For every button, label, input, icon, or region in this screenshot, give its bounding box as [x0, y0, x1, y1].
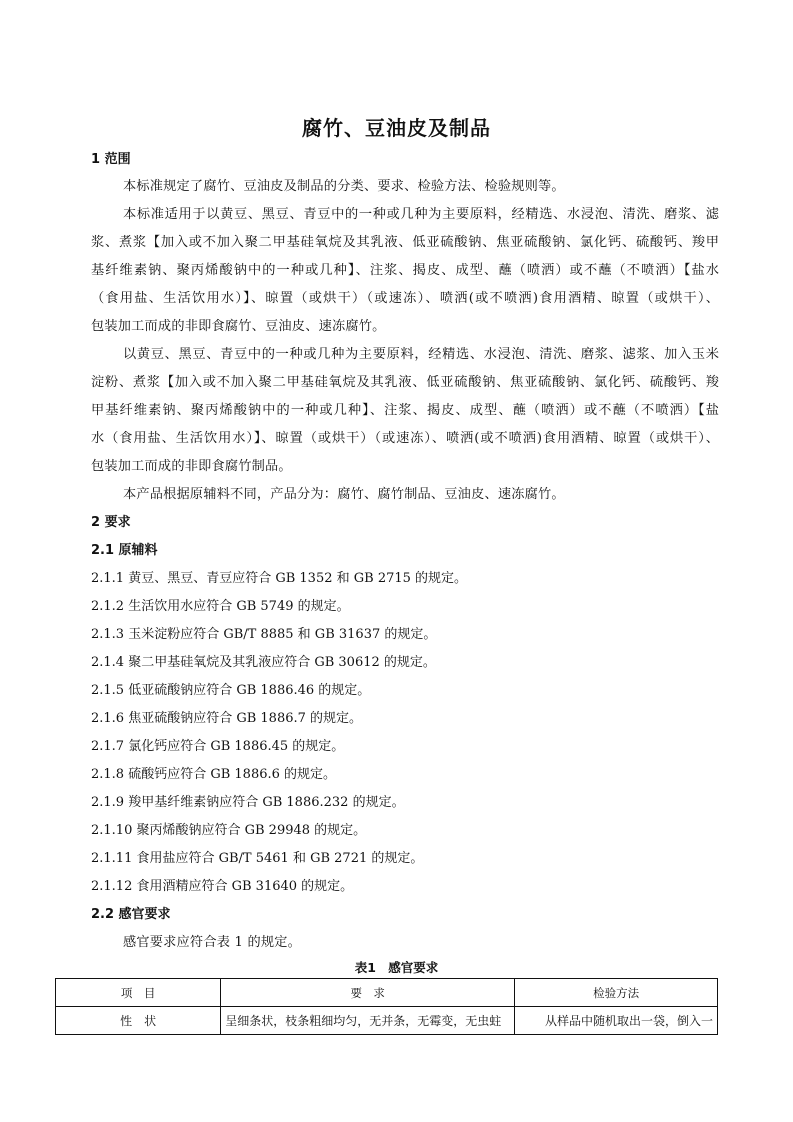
requirement-item: 2.1.11 食用盐应符合 GB/T 5461 和 GB 2721 的规定。 [91, 851, 424, 866]
scope-paragraph-4: 本产品根据原辅料不同，产品分为：腐竹、腐竹制品、豆油皮、速冻腐竹。 [123, 487, 565, 502]
table-row [56, 1007, 718, 1035]
table-header-cell: 项 目 [56, 979, 221, 1007]
requirement-item: 2.1.2 生活饮用水应符合 GB 5749 的规定。 [91, 599, 350, 614]
scope-paragraph-3-line-3: 甲基纤维素钠、聚丙烯酸钠中的一种或几种】、注浆、揭皮、成型、蘸（喷洒）或不蘸（不喷洒）【盐 [91, 403, 719, 418]
requirement-item: 2.1.8 硫酸钙应符合 GB 1886.6 的规定。 [91, 767, 337, 782]
page-title: 腐竹、豆油皮及制品 [302, 116, 491, 140]
section-2-heading: 2 要求 [91, 515, 131, 530]
section-2-2-heading: 2.2 感官要求 [91, 907, 171, 922]
table-header-row [56, 979, 718, 1007]
requirement-item: 2.1.5 低亚硫酸钠应符合 GB 1886.46 的规定。 [91, 683, 371, 698]
requirement-item: 2.1.9 羧甲基纤维素钠应符合 GB 1886.232 的规定。 [91, 795, 405, 810]
scope-paragraph-3-line-5: 包装加工而成的非即食腐竹制品。 [91, 459, 292, 474]
scope-paragraph-3-line-2: 淀粉、煮浆【加入或不加入聚二甲基硅氧烷及其乳液、低亚硫酸钠、焦亚硫酸钠、氯化钙、硫酸钙、羧 [91, 375, 719, 390]
table-cell: 呈细条状，枝条粗细均匀，无并条，无霉变，无虫蛀 [221, 1007, 515, 1035]
table-cell: 性 状 [56, 1007, 221, 1035]
table-caption: 表1 感官要求 [354, 960, 439, 975]
table-header-cell: 检验方法 [515, 979, 718, 1007]
requirement-item: 2.1.1 黄豆、黑豆、青豆应符合 GB 1352 和 GB 2715 的规定。 [91, 571, 468, 586]
scope-paragraph-2-line-2: 浆、煮浆【加入或不加入聚二甲基硅氧烷及其乳液、低亚硫酸钠、焦亚硫酸钠、氯化钙、硫酸钙、羧甲 [91, 235, 719, 250]
requirement-item: 2.1.7 氯化钙应符合 GB 1886.45 的规定。 [91, 739, 345, 754]
scope-paragraph-2-line-5: 包装加工而成的非即食腐竹、豆油皮、速冻腐竹。 [91, 319, 386, 334]
scope-paragraph-2-line-1: 本标准适用于以黄豆、黑豆、青豆中的一种或几种为主要原料，经精选、水浸泡、清洗、磨浆、滤 [123, 207, 719, 222]
scope-paragraph-3-line-1: 以黄豆、黑豆、青豆中的一种或几种为主要原料，经精选、水浸泡、清洗、磨浆、滤浆、加入玉米 [123, 347, 719, 362]
requirement-item: 2.1.4 聚二甲基硅氧烷及其乳液应符合 GB 30612 的规定。 [91, 655, 436, 670]
requirement-item: 2.1.10 聚丙烯酸钠应符合 GB 29948 的规定。 [91, 823, 367, 838]
scope-paragraph-3-line-4: 水（食用盐、生活饮用水）】、晾置（或烘干）（或速冻）、喷洒(或不喷洒)食用酒精、晾置（或烘干）、 [91, 431, 719, 446]
scope-paragraph-1: 本标准规定了腐竹、豆油皮及制品的分类、要求、检验方法、检验规则等。 [123, 179, 565, 194]
scope-paragraph-2-line-4: （食用盐、生活饮用水）】、晾置（或烘干）（或速冻）、喷洒(或不喷洒)食用酒精、晾置（或烘干）、 [91, 291, 719, 306]
requirement-item: 2.1.6 焦亚硫酸钠应符合 GB 1886.7 的规定。 [91, 711, 363, 726]
section-1-heading: 1 范围 [91, 152, 131, 167]
table-cell: 从样品中随机取出一袋，倒入一 [515, 1007, 718, 1035]
scope-paragraph-2-line-3: 基纤维素钠、聚丙烯酸钠中的一种或几种】、注浆、揭皮、成型、蘸（喷洒）或不蘸（不喷洒）【盐水 [91, 263, 719, 278]
table-header-cell: 要 求 [221, 979, 515, 1007]
sensory-paragraph: 感官要求应符合表 1 的规定。 [123, 935, 302, 950]
sensory-requirements-table [55, 978, 718, 1035]
requirement-item: 2.1.3 玉米淀粉应符合 GB/T 8885 和 GB 31637 的规定。 [91, 627, 437, 642]
section-2-1-heading: 2.1 原辅料 [91, 543, 158, 558]
requirement-item: 2.1.12 食用酒精应符合 GB 31640 的规定。 [91, 879, 354, 894]
